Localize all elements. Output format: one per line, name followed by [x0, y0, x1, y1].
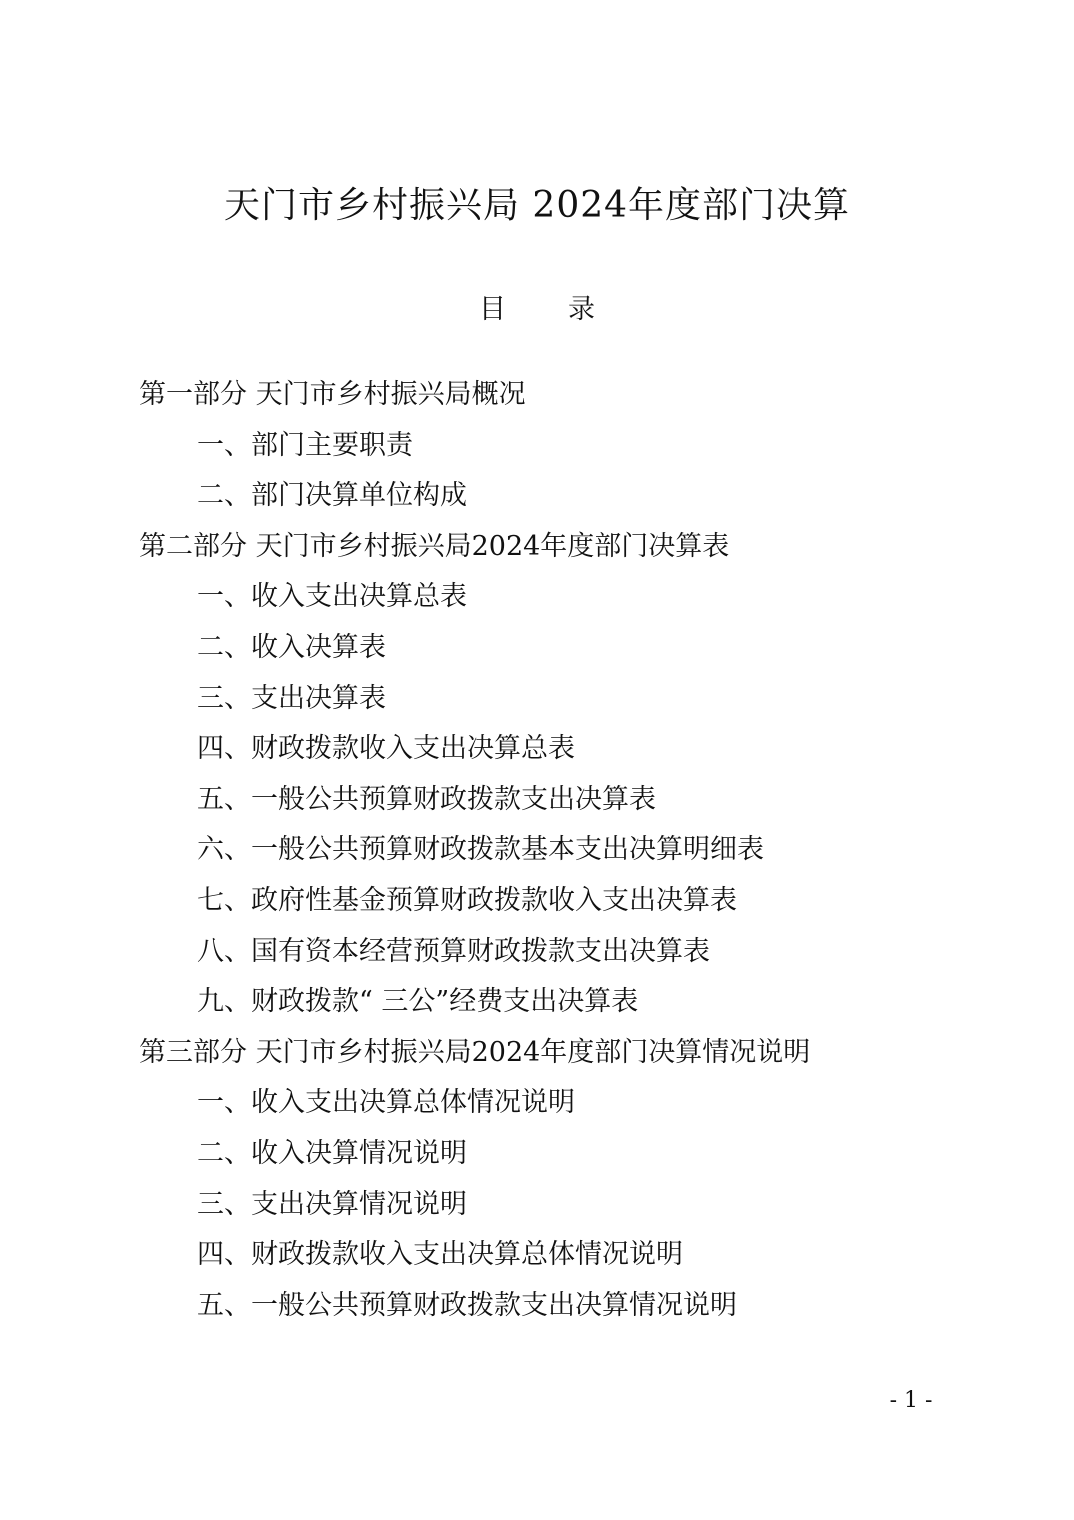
toc-item: 五、一般公共预算财政拨款支出决算表 — [197, 783, 656, 815]
toc-item: 五、一般公共预算财政拨款支出决算情况说明 — [197, 1289, 737, 1321]
toc-heading — [0, 288, 1074, 332]
page-number: - 1 - — [889, 1388, 933, 1413]
toc-part-3: 第三部分 天门市乡村振兴局2024年度部门决算情况说明 — [139, 1036, 811, 1068]
toc-heading-char-1: 目 — [479, 294, 506, 325]
toc-part-2: 第二部分 天门市乡村振兴局2024年度部门决算表 — [139, 530, 730, 562]
toc-heading-char-2: 录 — [568, 294, 595, 325]
toc-item: 二、收入决算表 — [197, 631, 386, 663]
toc-item: 四、财政拨款收入支出决算总体情况说明 — [197, 1239, 683, 1271]
toc-part-1: 第一部分 天门市乡村振兴局概况 — [139, 379, 526, 410]
toc-item: 一、收入支出决算总表 — [197, 581, 467, 613]
document-title: 天门市乡村振兴局 2024年度部门决算 — [223, 185, 851, 226]
toc-item: 九、财政拨款“ 三公”经费支出决算表 — [197, 986, 639, 1018]
toc-item: 四、财政拨款收入支出决算总表 — [197, 733, 575, 765]
toc-item: 二、收入决算情况说明 — [197, 1137, 467, 1169]
table-of-contents — [0, 370, 1074, 1331]
toc-item: 八、国有资本经营预算财政拨款支出决算表 — [197, 935, 710, 967]
toc-item: 六、一般公共预算财政拨款基本支出决算明细表 — [197, 834, 764, 866]
toc-item: 一、收入支出决算总体情况说明 — [197, 1087, 575, 1119]
toc-item: 二、部门决算单位构成 — [197, 480, 467, 512]
toc-item: 三、支出决算情况说明 — [197, 1188, 467, 1220]
toc-item: 三、支出决算表 — [197, 682, 386, 714]
toc-item: 一、部门主要职责 — [197, 429, 413, 461]
toc-item: 七、政府性基金预算财政拨款收入支出决算表 — [197, 884, 737, 916]
